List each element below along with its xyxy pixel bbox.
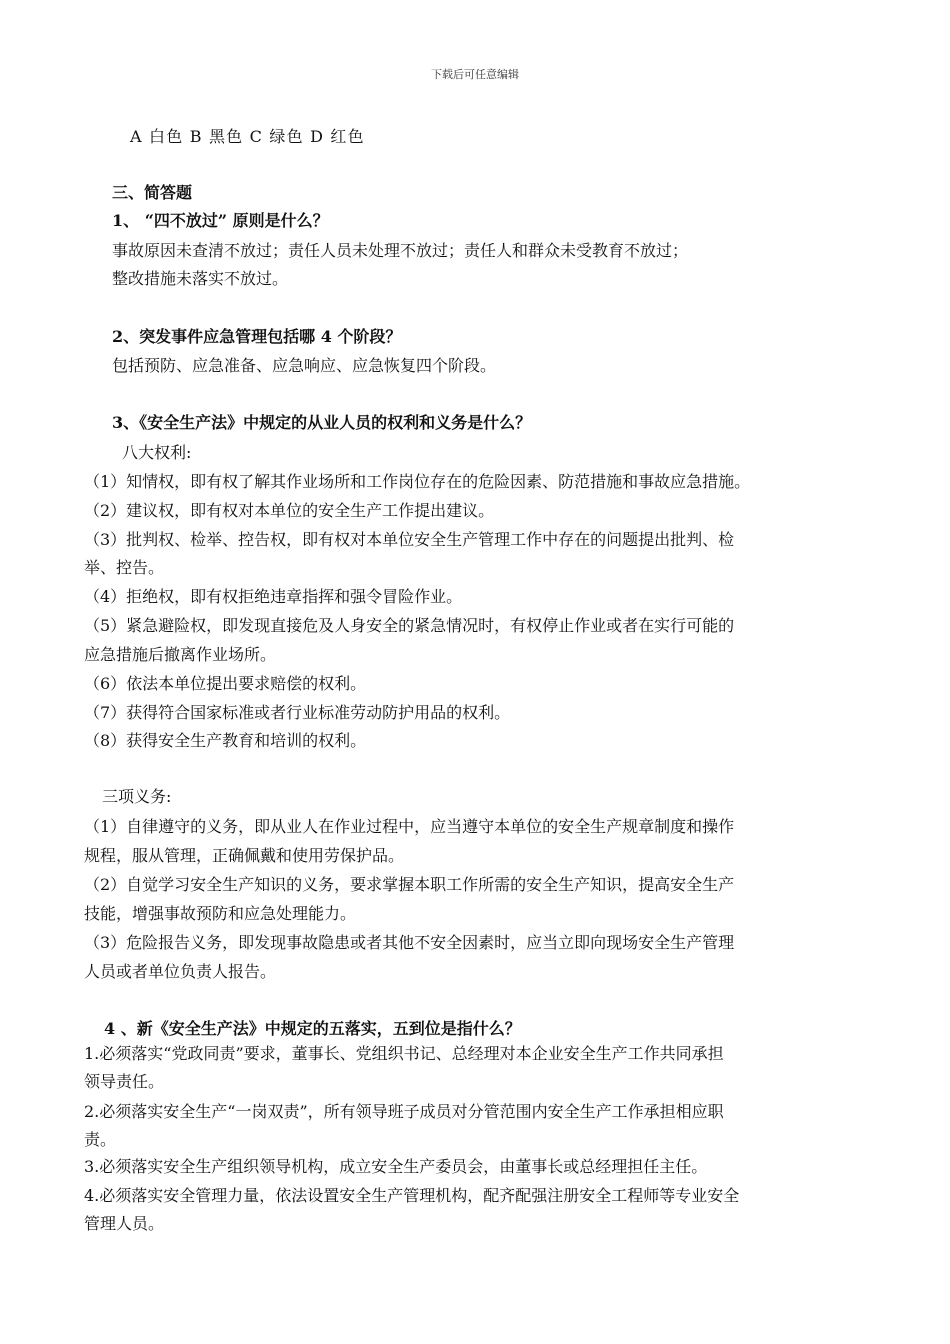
rights-line: （1）知情权，即有权了解其作业场所和工作岗位存在的危险因素、防范措施和事故应急措施。 [84,472,751,491]
q4-answer-line: 3.必须落实安全生产组织领导机构，成立安全生产委员会，由董事长或总经理担任主任。 [84,1157,708,1176]
rights-line: 应急措施后撤离作业场所。 [84,645,277,664]
question-2: 2、突发事件应急管理包括哪 4 个阶段？ [112,327,402,346]
rights-line: （7）获得符合国家标准或者行业标准劳动防护用品的权利。 [84,703,511,722]
q1-answer-line: 整改措施未落实不放过。 [112,269,289,288]
q2-answer-line: 包括预防、应急准备、应急响应、应急恢复四个阶段。 [112,356,497,375]
options-line: A 白色 B 黑色 C 绿色 D 红色 [130,127,365,146]
q4-answer-line: 4.必须落实安全管理力量，依法设置安全生产管理机构，配齐配强注册安全工程师等专业安全 [84,1186,740,1205]
rights-heading: 八大权利: [122,443,192,462]
question-4: 4 、新《安全生产法》中规定的五落实，五到位是指什么？ [104,1019,521,1038]
question-3: 3、《安全生产法》中规定的从业人员的权利和义务是什么？ [112,413,532,432]
duties-line: 规程，服从管理，正确佩戴和使用劳保护品。 [84,846,405,865]
q4-answer-line: 领导责任。 [84,1072,165,1091]
q4-answer-line: 责。 [84,1130,117,1149]
page-header: 下载后可任意编辑 [431,68,519,81]
rights-line: （4）拒绝权，即有权拒绝违章指挥和强令冒险作业。 [84,587,463,606]
duties-line: 人员或者单位负责人报告。 [84,962,277,981]
section-title: 三、简答题 [112,183,193,202]
duties-heading: 三项义务: [102,787,172,806]
q1-answer-line: 事故原因未查清不放过；责任人员未处理不放过；责任人和群众未受教育不放过； [112,241,689,260]
rights-line: 举、控告。 [84,558,165,577]
rights-line: （3）批判权、检举、控告权，即有权对本单位安全生产管理工作中存在的问题提出批判、检 [84,530,735,549]
q4-answer-line: 管理人员。 [84,1214,165,1233]
rights-line: （6）依法本单位提出要求赔偿的权利。 [84,674,367,693]
rights-line: （8）获得安全生产教育和培训的权利。 [84,731,367,750]
duties-line: 技能，增强事故预防和应急处理能力。 [84,904,357,923]
question-1: 1、 “四不放过” 原则是什么？ [112,211,329,230]
q4-answer-line: 2.必须落实安全生产“一岗双责”，所有领导班子成员对分管范围内安全生产工作承担相应职 [84,1102,724,1121]
q4-answer-line: 1.必须落实“党政同责”要求，董事长、党组织书记、总经理对本企业安全生产工作共同承担 [84,1044,724,1063]
duties-line: （2）自觉学习安全生产知识的义务，要求掌握本职工作所需的安全生产知识，提高安全生产 [84,875,735,894]
rights-line: （5）紧急避险权，即发现直接危及人身安全的紧急情况时，有权停止作业或者在实行可能的 [84,616,735,635]
rights-line: （2）建议权，即有权对本单位的安全生产工作提出建议。 [84,501,495,520]
duties-line: （1）自律遵守的义务，即从业人在作业过程中，应当遵守本单位的安全生产规章制度和操作 [84,817,735,836]
duties-line: （3）危险报告义务，即发现事故隐患或者其他不安全因素时，应当立即向现场安全生产管理 [84,933,735,952]
